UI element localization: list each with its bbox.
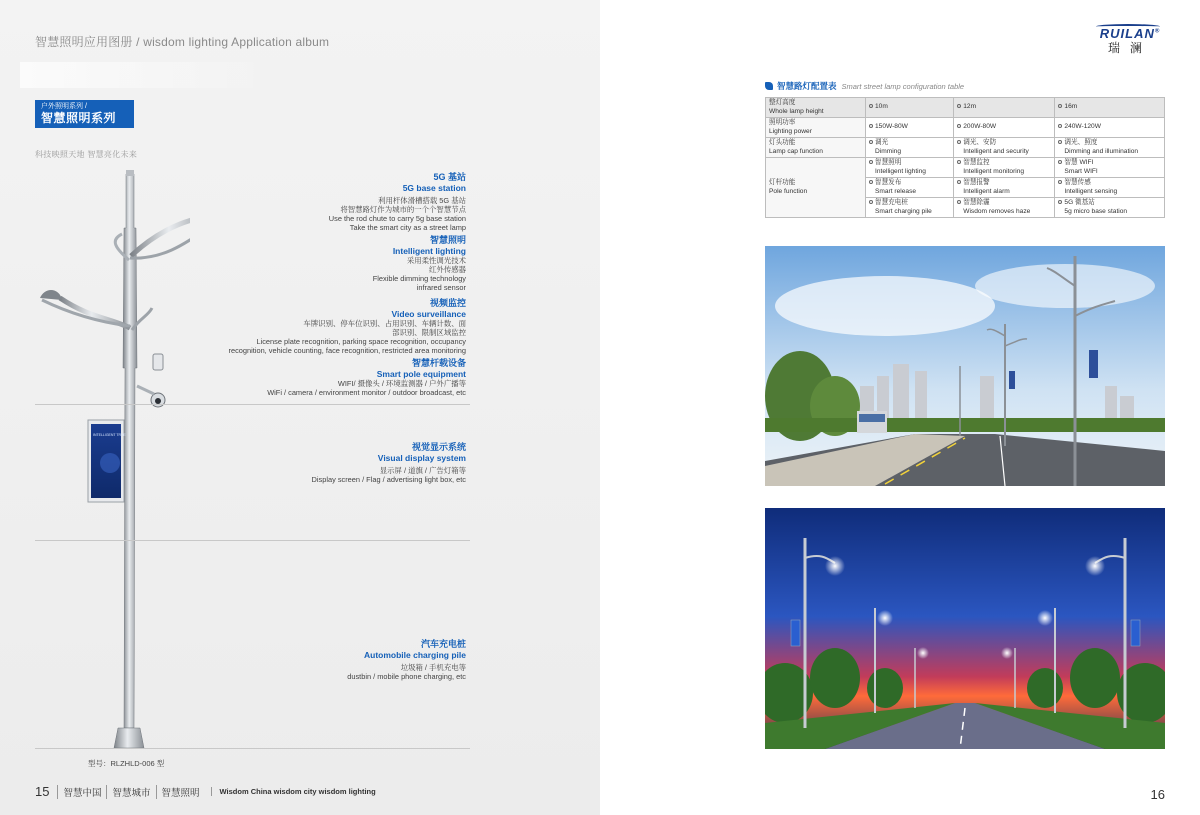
desc-line: 将智慧路灯作为城市的一个个智慧节点 [340, 205, 466, 214]
page-number: 16 [1150, 787, 1165, 802]
cell-value-cn: 智慧发布 [875, 179, 902, 186]
feature-description [166, 256, 466, 292]
row-label [766, 98, 866, 118]
feature-description [166, 379, 466, 397]
slogan: 科技映照天地 智慧亮化未来 [35, 150, 138, 159]
desc-line: 部识别、限制区域监控 [392, 328, 466, 337]
table-cell [954, 158, 1055, 178]
feature-title-en: Visual display system [377, 453, 466, 463]
cell-value-en: Dimming and illumination [1064, 147, 1139, 155]
section-divider [35, 540, 470, 541]
album-title: 智慧照明应用图册 / wisdom lighting Application album [35, 35, 330, 49]
brand-logo [1094, 26, 1166, 56]
desc-line: 垃圾箱 / 手机充电等 [400, 663, 466, 672]
logo-chinese: 瑞澜 [1107, 41, 1152, 55]
cell-value-cn: 智慧充电桩 [875, 199, 908, 206]
desc-line: Use the rod chute to carry 5g base station [328, 214, 466, 223]
feature-title-en: Intelligent lighting [392, 246, 466, 256]
cell-value-en: Wisdom removes haze [963, 207, 1031, 215]
left-footer [35, 784, 376, 799]
desc-line: 红外传感器 [429, 265, 466, 274]
table-cell [954, 118, 1055, 138]
cell-value-en: 5g micro base station [1064, 207, 1128, 215]
row-label [766, 158, 866, 218]
desc-line: dustbin / mobile phone charging, etc [347, 672, 466, 681]
cell-value-cn: 调光、照度 [1064, 139, 1098, 146]
cell-value-cn: 调光 [875, 139, 889, 146]
feature-title-cn: 汽车充电桩 [420, 639, 466, 649]
series-label [35, 100, 134, 128]
cell-value: 10m [875, 103, 888, 111]
table-cell [1055, 198, 1165, 218]
label-cn: 整灯高度 [769, 99, 796, 106]
row-label [766, 138, 866, 158]
logo-wordmark: RUILAN [1099, 26, 1155, 41]
cell-value-en: Smart release [875, 187, 917, 195]
table-cell [1055, 98, 1165, 118]
cell-value-en: Intelligent monitoring [963, 167, 1025, 175]
feature-video-surveillance [166, 298, 466, 355]
table-cell [1055, 158, 1165, 178]
config-title-en: Smart street lamp configuration table [841, 81, 965, 91]
feature-description [166, 466, 466, 484]
desc-line: 利用杆体滑槽搭载 5G 基站 [378, 196, 466, 205]
table-cell [1055, 138, 1165, 158]
cell-value-en: Intelligent alarm [963, 187, 1010, 195]
table-cell [954, 198, 1055, 218]
table-row [766, 98, 1165, 118]
section-divider [35, 748, 470, 749]
cell-value-en: Smart WIFI [1064, 167, 1098, 175]
cell-value-cn: 智慧照明 [875, 159, 902, 166]
cell-value: 150W-80W [875, 123, 908, 131]
table-cell [954, 178, 1055, 198]
desc-line: 显示屏 / 道旗 / 广告灯箱等 [379, 466, 466, 475]
table-cell [866, 178, 954, 198]
cell-value: 240W-120W [1064, 123, 1101, 131]
config-table-title [765, 80, 964, 92]
cell-value-en: Intelligent and security [963, 147, 1029, 155]
screen-ad-text: INTELLIGENT TREE [93, 433, 126, 437]
feature-smart-pole-equipment [166, 358, 466, 397]
desc-line: Display screen / Flag / advertising light box, etc [311, 475, 466, 484]
label-en: Pole function [769, 187, 808, 195]
feature-description [166, 319, 466, 355]
cell-value-cn: 智慧监控 [963, 159, 990, 166]
feature-description [166, 663, 466, 681]
label-cn: 照明功率 [769, 119, 796, 126]
footer-tag: 智慧照明 [156, 785, 205, 799]
footer-english: Wisdom China wisdom city wisdom lighting [211, 787, 376, 796]
series-main-label: 智慧照明系列 [41, 111, 117, 125]
feature-visual-display [166, 442, 466, 484]
feature-title-cn: 视觉显示系统 [411, 442, 466, 452]
cell-value-cn: 调光、安防 [963, 139, 997, 146]
desc-line: 车牌识别、停车位识别、占用识别、车辆计数、面 [303, 319, 466, 328]
header-band [20, 62, 268, 88]
feature-title-cn: 视频监控 [429, 298, 466, 308]
desc-line: infrared sensor [416, 283, 466, 292]
nighttime-street-photo [765, 508, 1165, 749]
row-label [766, 118, 866, 138]
table-cell [954, 98, 1055, 118]
page-number: 15 [35, 784, 50, 799]
table-row [766, 118, 1165, 138]
table-cell [1055, 118, 1165, 138]
section-divider [35, 404, 470, 405]
desc-line: License plate recognition, parking space recognition, occupancy [256, 337, 466, 346]
feature-title-en: Smart pole equipment [376, 369, 466, 379]
cell-value-cn: 智慧 WIFI [1064, 159, 1094, 166]
daytime-street-photo [765, 246, 1165, 486]
cell-value: 200W-80W [963, 123, 997, 131]
feature-title-cn: 智慧照明 [429, 235, 466, 245]
cell-value: 16m [1064, 103, 1078, 111]
feature-5g-base-station [166, 172, 466, 232]
cell-value-cn: 智慧报警 [963, 179, 990, 186]
desc-line: 采用柔性调光技术 [406, 256, 466, 265]
table-cell [866, 118, 954, 138]
feature-charging-pile [166, 639, 466, 681]
footer-tag: 智慧中国 [57, 785, 106, 799]
label-en: Lighting power [769, 127, 812, 135]
table-cell [866, 138, 954, 158]
desc-line: Flexible dimming technology [372, 274, 466, 283]
table-row [766, 158, 1165, 178]
feature-title-en: 5G base station [402, 183, 466, 193]
cell-value-en: Dimming [875, 147, 902, 155]
label-en: Lamp cap function [769, 147, 823, 155]
desc-line: WiFi / camera / environment monitor / outdoor broadcast, etc [267, 388, 466, 397]
label-cn: 灯头功能 [769, 139, 796, 146]
table-row [766, 138, 1165, 158]
leaf-icon [765, 82, 773, 90]
desc-line: recognition, vehicle counting, face recognition, restricted area monitoring [228, 346, 466, 355]
table-cell [866, 98, 954, 118]
config-table [765, 97, 1165, 218]
desc-line: WIFI/ 摄像头 / 环境监测器 / 户外广播等 [337, 379, 466, 388]
table-cell [1055, 178, 1165, 198]
feature-title-cn: 5G 基站 [433, 172, 466, 182]
footer-tag: 智慧城市 [106, 785, 155, 799]
cell-value-cn: 智慧除霾 [963, 199, 990, 206]
label-cn: 灯杆功能 [769, 179, 796, 186]
feature-title-en: Video surveillance [391, 309, 466, 319]
cell-value: 12m [963, 103, 977, 111]
cell-value-cn: 5G 微基站 [1064, 199, 1095, 206]
label-en: Whole lamp height [769, 107, 824, 115]
right-page [600, 0, 1200, 815]
feature-title-cn: 智慧杆载设备 [411, 358, 466, 368]
feature-description [166, 196, 466, 232]
feature-intelligent-lighting [166, 235, 466, 292]
registered-mark: ® [1154, 28, 1161, 35]
table-cell [954, 138, 1055, 158]
config-title-cn: 智慧路灯配置表 [777, 81, 837, 91]
cell-value-cn: 智慧传感 [1064, 179, 1091, 186]
feature-title-en: Automobile charging pile [363, 650, 466, 660]
table-cell [866, 198, 954, 218]
cell-value-en: Intelligent sensing [1064, 187, 1118, 195]
cell-value-en: Smart charging pile [875, 207, 932, 215]
cell-value-en: Intelligent lighting [875, 167, 926, 175]
series-sub-label: 户外照明系列 / [41, 103, 87, 110]
desc-line: Take the smart city as a street lamp [349, 223, 466, 232]
model-number: 型号：RLZHLD-006 型 [88, 759, 165, 768]
table-cell [866, 158, 954, 178]
